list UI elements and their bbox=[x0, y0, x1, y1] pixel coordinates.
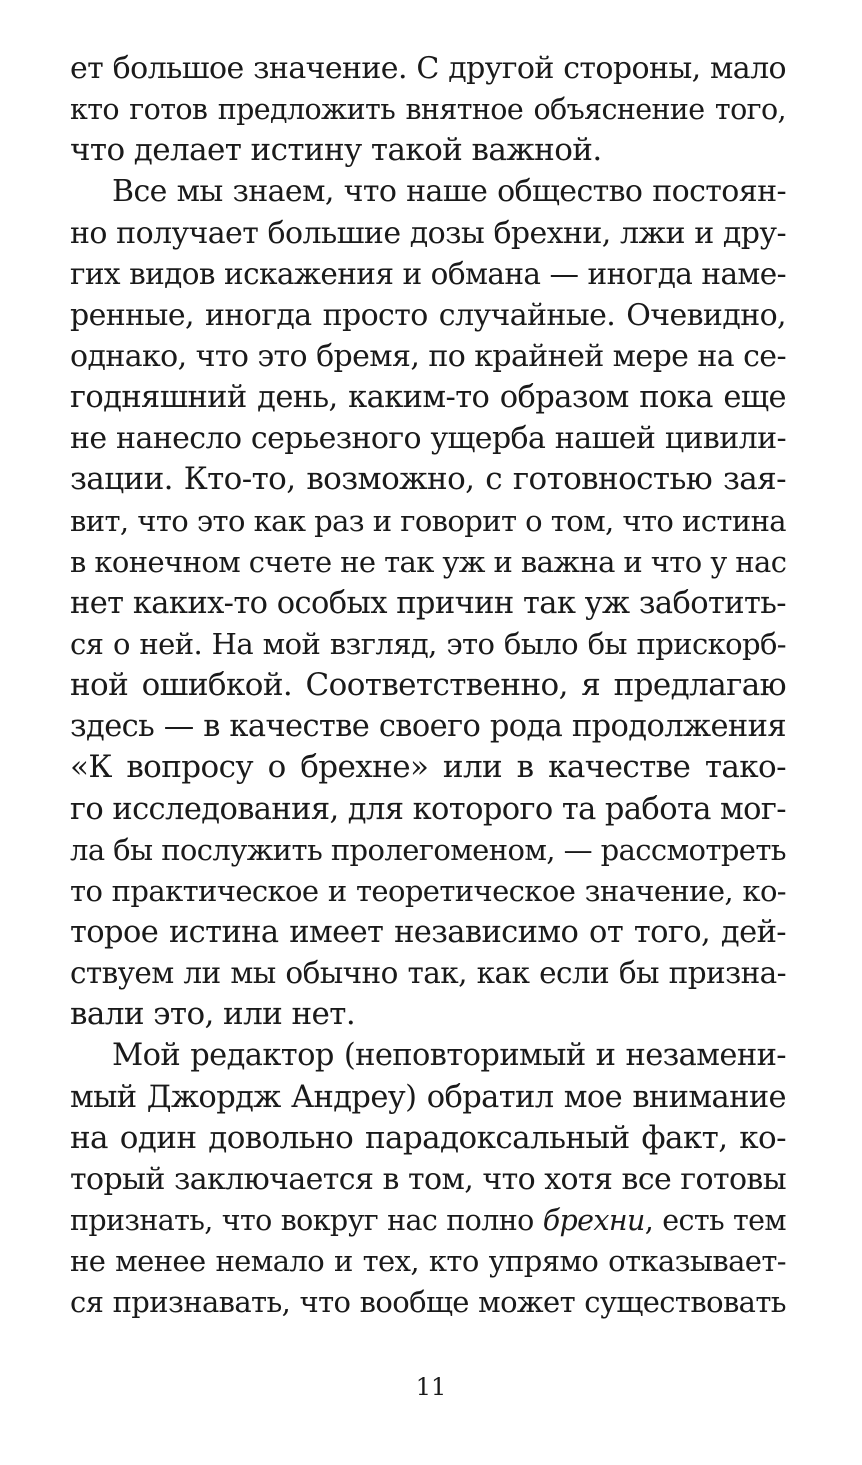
page-number: 11 bbox=[415, 1373, 447, 1401]
text-line: го исследования, для которого та работа мог- bbox=[70, 791, 786, 827]
text-line: торый заключается в том, что хотя все готовы bbox=[70, 1161, 786, 1197]
text-line: но получает большие дозы брехни, лжи и дру- bbox=[70, 215, 786, 251]
text-line: ла бы послужить пролегоменом, — рассмотреть bbox=[70, 832, 786, 867]
paragraph-2 bbox=[70, 171, 786, 1035]
text-line: ся о ней. На мой взгляд, это было бы прискорб- bbox=[70, 626, 786, 661]
text-line: на один довольно парадоксальный факт, ко- bbox=[70, 1119, 786, 1156]
text-line: мый Джордж Андреу) обратил мое внимание bbox=[70, 1079, 786, 1115]
text-line: гих видов искажения и обмана — иногда наме- bbox=[70, 256, 786, 291]
emphasized-word: брехни bbox=[542, 1203, 645, 1237]
text-line: Мой редактор (неповторимый и незамени- bbox=[112, 1038, 786, 1074]
text-line: не менее немало и тех, кто упрямо отказывает- bbox=[70, 1244, 786, 1279]
text-line: однако, что это бремя, по крайней мере на се- bbox=[70, 338, 786, 374]
text-line: «К вопросу о брехне» или в качестве тако- bbox=[70, 749, 786, 786]
paragraph-3 bbox=[70, 1035, 786, 1323]
text-line: кто готов предложить внятное объяснение того, bbox=[70, 93, 786, 127]
paragraph-1 bbox=[70, 48, 786, 171]
page-body bbox=[70, 48, 786, 1323]
text-line: в конечном счете не так уж и важна и что у нас bbox=[70, 544, 787, 579]
text-line: ет большое значение. С другой стороны, мало bbox=[70, 51, 786, 86]
text-line: Все мы знаем, что наше общество постоян- bbox=[112, 174, 786, 210]
text-line: ся признавать, что вообще может существовать bbox=[70, 1285, 786, 1320]
text-line: зации. Кто-то, возможно, с готовностью зая- bbox=[70, 461, 786, 498]
text-line: здесь — в качестве своего рода продолжения bbox=[70, 709, 786, 745]
text-line: ренные, иногда просто случайные. Очевидно, bbox=[70, 297, 786, 333]
text-line: что делает истину такой важной. bbox=[70, 132, 602, 169]
text-line: вали это, или нет. bbox=[70, 996, 356, 1033]
text-line: ной ошибкой. Соответственно, я предлагаю bbox=[70, 667, 786, 704]
text-line: нет каких-то особых причин так уж заботить- bbox=[70, 585, 786, 621]
text-line: годняшний день, каким-то образом пока еще bbox=[70, 380, 786, 416]
text-line: вит, что это как раз и говорит о том, что истина bbox=[70, 503, 786, 538]
text-line: торое истина имеет независимо от того, дей- bbox=[70, 914, 786, 950]
text-line: признать, что вокруг нас полно брехни, есть тем bbox=[70, 1203, 786, 1237]
text-line: не нанесло серьезного ущерба нашей цивили- bbox=[70, 421, 786, 457]
text-line: то практическое и теоретическое значение, ко- bbox=[70, 873, 786, 908]
text-line: ствуем ли мы обычно так, как если бы призна- bbox=[70, 956, 786, 991]
